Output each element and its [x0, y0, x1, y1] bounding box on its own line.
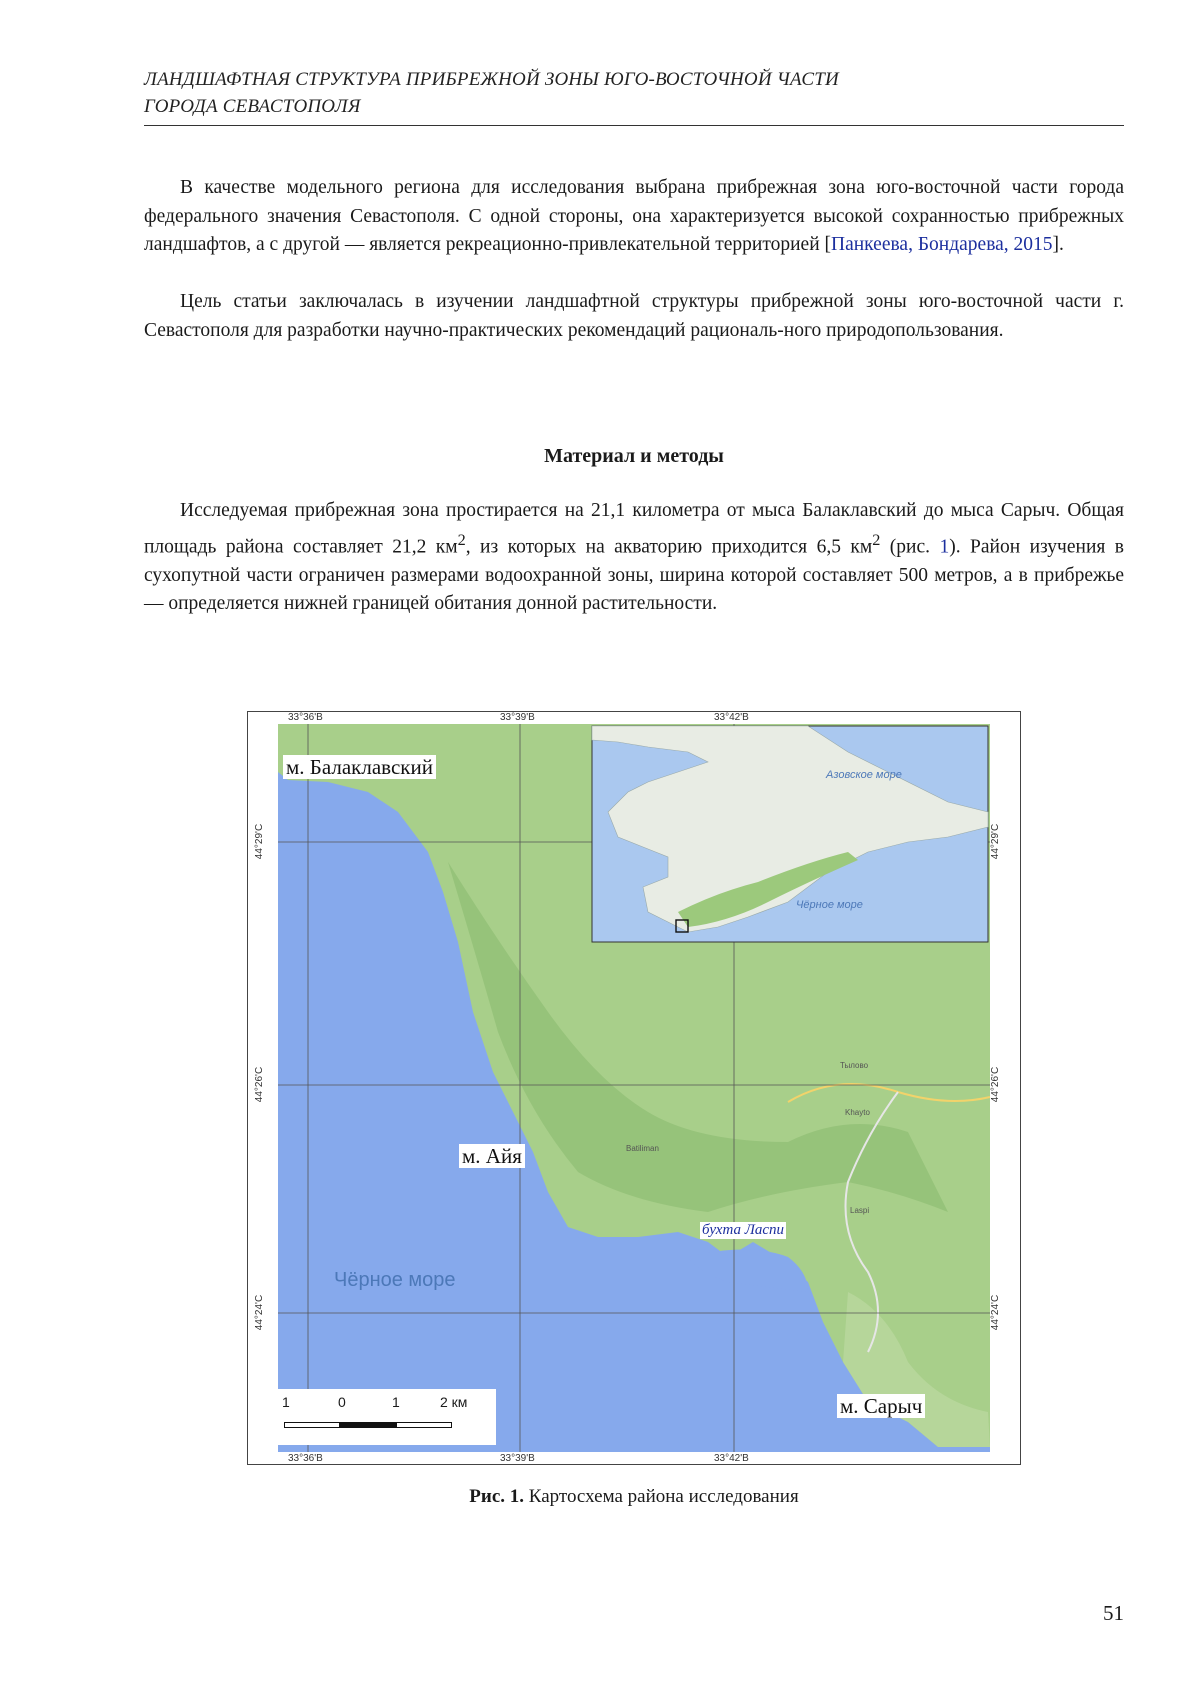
- label-laspi-bay: бухта Ласпи: [702, 1222, 785, 1238]
- lon-label-top-2: 33°39'В: [500, 712, 535, 723]
- label-cape-sarych: м. Сарыч: [837, 1394, 925, 1418]
- scale-tick-1b: 1: [392, 1394, 400, 1410]
- superscript-2b: 2: [872, 530, 881, 549]
- methods-text-d: ). Район изучения в сухопутной части ограничен размерами водоохранной зоны, ширина которой составляет 500 метров, а в прибрежье — определяется нижней границей обитания донной растительности.: [144, 536, 1124, 614]
- running-head-line-2: ГОРОДА СЕВАСТОПОЛЯ: [144, 96, 361, 117]
- methods-text-a: Исследуемая прибрежная зона простирается на 21,1 километра от мыса Балаклавский до мыса Сарыч. Общая площадь района составляет 21,2 км: [144, 500, 1124, 557]
- figure-ref-link[interactable]: 1: [939, 536, 950, 557]
- scale-segment-1: [284, 1422, 340, 1428]
- methods-text-c: (рис.: [880, 536, 940, 557]
- section-title: Материал и методы: [544, 445, 724, 467]
- lat-label-right-3: 44°24'С: [990, 1294, 1002, 1331]
- scale-tick-0: 0: [338, 1394, 346, 1410]
- scale-tick-2km: 2 км: [440, 1394, 468, 1410]
- village-tylovoe: Тылово: [840, 1061, 869, 1070]
- superscript-2: 2: [457, 530, 466, 549]
- scale-segment-3: [396, 1422, 452, 1428]
- intro-paragraph-2: Цель статьи заключалась в изучении ландшафтной структуры прибрежной зоны юго-восточной части г. Севастополя для разработки научно-практических рекомендаций рациональ-ного природопользования.: [144, 291, 1124, 341]
- intro-text: В качестве модельного региона для исследования выбрана прибрежная зона юго-восточной части города федерального значения Севастополя. С одной стороны, она характеризуется высокой сохранностью прибрежных ландшафтов, а с другой — является рекреационно-привлекательной территорией [: [144, 177, 1124, 255]
- methods-paragraph: [144, 497, 1124, 619]
- village-laspi: Laspi: [850, 1206, 870, 1215]
- lat-label-right-2: 44°26'С: [990, 1066, 1002, 1103]
- scale-bar-box: [278, 1389, 496, 1445]
- lon-label-top-1: 33°36'В: [288, 712, 323, 723]
- lon-label-bottom-1: 33°36'В: [288, 1453, 323, 1464]
- running-head-line-1: ЛАНДШАФТНАЯ СТРУКТУРА ПРИБРЕЖНОЙ ЗОНЫ ЮГО-ВОСТОЧНОЙ ЧАСТИ: [144, 69, 839, 90]
- lat-label-right-1: 44°29'С: [990, 823, 1002, 860]
- intro-paragraph-1: [144, 174, 1124, 260]
- page-number: 51: [1103, 1601, 1124, 1625]
- caption-text: Картосхема района исследования: [524, 1486, 799, 1507]
- methods-text-b: , из которых на акваторию приходится 6,5 км: [465, 536, 873, 557]
- figure-caption: [144, 1484, 1124, 1510]
- label-cape-balaklavsky: м. Балаклавский: [283, 755, 436, 779]
- lat-label-left-3: 44°24'С: [254, 1294, 266, 1331]
- lon-label-top-3: 33°42'В: [714, 712, 749, 723]
- lat-label-left-1: 44°29'С: [254, 823, 266, 860]
- village-khayto: Khayto: [845, 1108, 870, 1117]
- intro-text-end: ].: [1052, 234, 1064, 255]
- scale-segment-2: [340, 1422, 396, 1428]
- lat-label-left-2: 44°26'С: [254, 1066, 266, 1103]
- village-batiliman: Batiliman: [626, 1144, 659, 1153]
- lon-label-bottom-3: 33°42'В: [714, 1453, 749, 1464]
- header-rule: [144, 125, 1124, 126]
- scale-tick-1: 1: [282, 1394, 290, 1410]
- label-cape-aya: м. Айя: [459, 1144, 525, 1168]
- map-graphic: [248, 712, 1020, 1464]
- lon-label-bottom-2: 33°39'В: [500, 1453, 535, 1464]
- inset-label-azov-sea: Азовское море: [826, 769, 902, 781]
- caption-number: Рис. 1.: [469, 1486, 525, 1507]
- map-figure: [247, 711, 1021, 1465]
- label-black-sea: Чёрное море: [334, 1269, 456, 1291]
- inset-label-black-sea: Чёрное море: [796, 899, 863, 911]
- citation-link[interactable]: Панкеева, Бондарева, 2015: [831, 234, 1053, 255]
- running-head: [144, 66, 1124, 120]
